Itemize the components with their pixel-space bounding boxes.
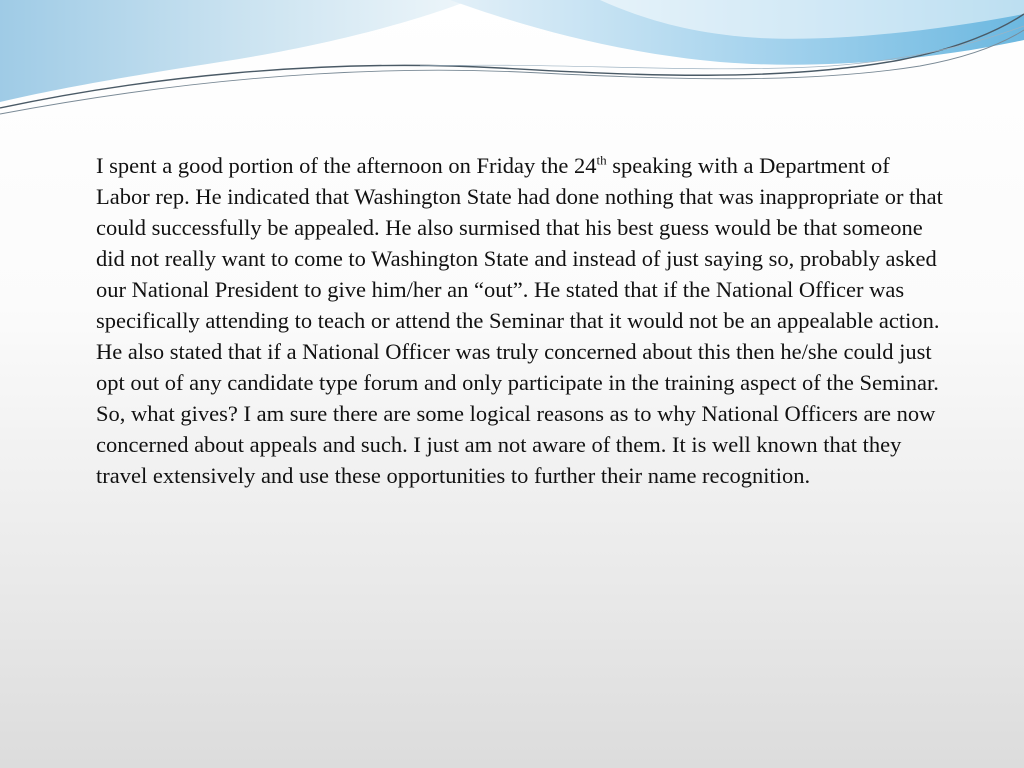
paragraph-text-rest: speaking with a Department of Labor rep. He indicated that Washington State had done nothing that was inappropriate or that could successfully be appealed. He also surmised that his best guess would be that someone did not really want to come to Washington State and instead of just saying so, probably asked our National President to give him/her an “out”. He stated that if the National Officer was specifically attending to teach or attend the Seminar that it would not be an appealable action. He also stated that if a National Officer was truly concerned about this then he/she could just opt out of any candidate type forum and only participate in the training aspect of the Seminar. So, what gives? I am sure there are some logical reasons as to why National Officers are now concerned about appeals and such. I just am not aware of them. It is well known that they travel extensively and use these opportunities to further their name recognition. xyxy=(96,153,943,488)
wave-band-left xyxy=(0,0,470,102)
header-wave-decoration xyxy=(0,0,1024,120)
ordinal-superscript: th xyxy=(596,152,607,168)
body-paragraph xyxy=(96,150,946,491)
paragraph-text-start: I spent a good portion of the afternoon on Friday the 24 xyxy=(96,153,597,178)
